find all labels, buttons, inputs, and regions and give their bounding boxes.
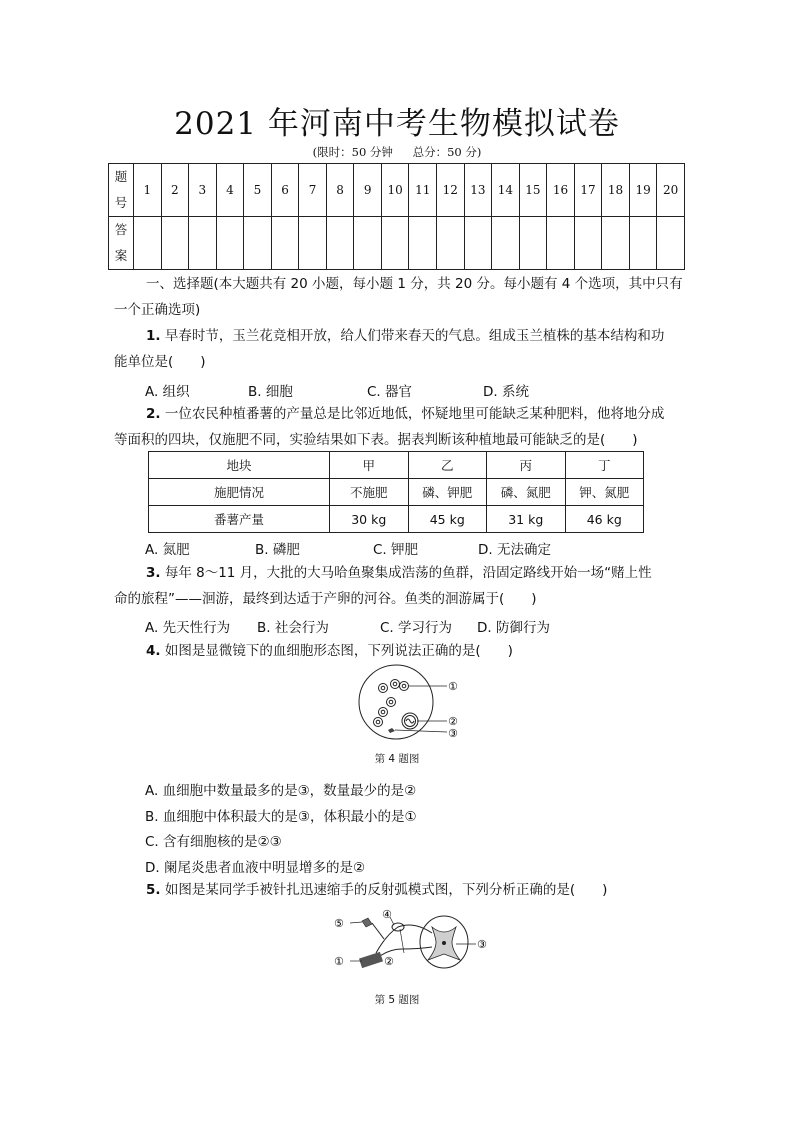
option-b[interactable]: B. 社会行为 [257, 620, 329, 636]
answer-cell[interactable] [437, 217, 465, 270]
label-1: ① [448, 680, 458, 693]
number-cell: 3 [189, 164, 217, 217]
table-cell: 番薯产量 [149, 506, 330, 533]
label-1: ① [334, 955, 344, 968]
answer-cell[interactable] [547, 217, 575, 270]
question-1-stem-line1: 早春时节，玉兰花竞相开放，给人们带来春天的气息。组成玉兰植株的基本结构和功 [164, 328, 665, 344]
option-a[interactable]: A. 组织 [145, 384, 190, 400]
label-2: ② [448, 715, 458, 728]
number-cell: 14 [492, 164, 520, 217]
figure-4-caption: 第 4 题图 [374, 753, 420, 765]
table-cell: 45 kg [408, 506, 487, 533]
question-2-stem-line2: 等面积的四块，仅施肥不同，实验结果如下表。据表判断该种植地最可能缺乏的是( ) [114, 432, 638, 448]
table-row [149, 506, 644, 533]
number-cell: 20 [657, 164, 685, 217]
number-cell: 9 [354, 164, 382, 217]
page-title: 2021 年河南中考生物模拟试卷 [174, 106, 620, 142]
exam-info [0, 144, 794, 160]
option-d[interactable]: D. 系统 [483, 384, 529, 400]
answer-cell[interactable] [271, 217, 299, 270]
table-header: 甲 [330, 452, 409, 479]
label-3: ③ [477, 938, 487, 951]
question-1-stem-line2: 能单位是( ) [114, 354, 206, 370]
option-b[interactable]: B. 细胞 [248, 384, 293, 400]
option-c[interactable]: C. 钾肥 [373, 542, 419, 558]
figure-5-caption: 第 5 题图 [374, 994, 420, 1006]
answer-cell[interactable] [492, 217, 520, 270]
option-a[interactable]: A. 先天性行为 [145, 620, 231, 636]
number-cell: 2 [161, 164, 189, 217]
answer-cell[interactable] [161, 217, 189, 270]
number-cell: 10 [381, 164, 409, 217]
q4-option-c[interactable]: C. 含有细胞核的是②③ [145, 834, 282, 850]
blood-cell-figure [355, 664, 465, 744]
section-intro-line2: 一个正确选项) [114, 302, 201, 318]
number-cell: 12 [437, 164, 465, 217]
table-header: 乙 [408, 452, 487, 479]
question-number: 1. [146, 328, 161, 344]
number-header: 题 号 [109, 164, 134, 217]
answer-cell[interactable] [574, 217, 602, 270]
answer-grid [108, 163, 685, 270]
question-number: 3. [146, 565, 161, 581]
table-cell: 磷、氮肥 [487, 479, 566, 506]
answer-cell[interactable] [244, 217, 272, 270]
answer-cell[interactable] [657, 217, 685, 270]
number-cell: 4 [216, 164, 244, 217]
question-3 [114, 564, 684, 608]
answer-cell[interactable] [629, 217, 657, 270]
answer-cell[interactable] [189, 217, 217, 270]
question-4 [118, 642, 684, 660]
option-c[interactable]: C. 器官 [367, 384, 413, 400]
number-cell: 18 [602, 164, 630, 217]
question-5 [118, 881, 684, 899]
answer-row [109, 217, 685, 270]
section-intro-line1: 一、选择题(本大题共有 20 小题，每小题 1 分，共 20 分。每小题有 4 个选项，其中只有 [146, 276, 683, 292]
number-cell: 13 [464, 164, 492, 217]
total-score: 总分：50 分) [412, 145, 482, 159]
question-2 [114, 405, 684, 449]
number-cell: 5 [244, 164, 272, 217]
option-d[interactable]: D. 无法确定 [478, 542, 551, 558]
label-5: ⑤ [334, 917, 344, 930]
table-cell: 不施肥 [330, 479, 409, 506]
question-2-stem-line1: 一位农民种植番薯的产量总是比邻近地低，怀疑地里可能缺乏某种肥料，他将地分成 [164, 406, 665, 422]
number-cell: 7 [299, 164, 327, 217]
question-4-stem: 如图是显微镜下的血细胞形态图，下列说法正确的是( ) [164, 643, 513, 659]
answer-cell[interactable] [519, 217, 547, 270]
table-cell: 46 kg [565, 506, 644, 533]
option-b[interactable]: B. 磷肥 [255, 542, 300, 558]
table-cell: 施肥情况 [149, 479, 330, 506]
number-cell: 16 [547, 164, 575, 217]
number-cell: 17 [574, 164, 602, 217]
answer-cell[interactable] [326, 217, 354, 270]
table-header: 丁 [565, 452, 644, 479]
number-row [109, 164, 685, 217]
table-header-row [149, 452, 644, 479]
question-3-stem-line1: 每年 8～11 月，大批的大马哈鱼聚集成浩荡的鱼群，沿固定路线开始一场“赌上性 [164, 565, 652, 581]
answer-header: 答 案 [109, 217, 134, 270]
q4-option-d[interactable]: D. 阑尾炎患者血液中明显增多的是② [145, 860, 366, 876]
number-cell: 15 [519, 164, 547, 217]
q4-option-a[interactable]: A. 血细胞中数量最多的是③，数量最少的是② [145, 783, 417, 799]
number-cell: 1 [134, 164, 162, 217]
q4-option-b[interactable]: B. 血细胞中体积最大的是③，体积最小的是① [145, 809, 417, 825]
answer-cell[interactable] [354, 217, 382, 270]
option-d[interactable]: D. 防御行为 [477, 620, 550, 636]
question-3-stem-line2: 命的旅程”——洄游，最终到达适于产卵的河谷。鱼类的洄游属于( ) [114, 591, 537, 607]
number-cell: 8 [326, 164, 354, 217]
question-number: 2. [146, 406, 161, 422]
answer-cell[interactable] [299, 217, 327, 270]
answer-cell[interactable] [381, 217, 409, 270]
label-2: ② [384, 955, 394, 968]
option-c[interactable]: C. 学习行为 [380, 620, 453, 636]
table-cell: 磷、钾肥 [408, 479, 487, 506]
number-cell: 6 [271, 164, 299, 217]
option-a[interactable]: A. 氮肥 [145, 542, 190, 558]
question-number: 4. [146, 643, 161, 659]
table-row [149, 479, 644, 506]
section-intro [114, 275, 684, 319]
answer-cell[interactable] [602, 217, 630, 270]
answer-cell[interactable] [409, 217, 437, 270]
reflex-arc-figure [332, 907, 492, 975]
question-1 [114, 327, 684, 371]
table-header: 丙 [487, 452, 566, 479]
answer-cell[interactable] [134, 217, 162, 270]
fertilizer-table [148, 451, 644, 533]
table-cell: 30 kg [330, 506, 409, 533]
answer-cell[interactable] [464, 217, 492, 270]
label-3: ③ [448, 727, 458, 740]
table-cell: 钾、氮肥 [565, 479, 644, 506]
question-number: 5. [146, 882, 161, 898]
table-header: 地块 [149, 452, 330, 479]
time-limit: (限时：50 分钟 [312, 145, 393, 159]
question-5-stem: 如图是某同学手被针扎迅速缩手的反射弧模式图，下列分析正确的是( ) [164, 882, 608, 898]
number-cell: 19 [629, 164, 657, 217]
number-cell: 11 [409, 164, 437, 217]
table-cell: 31 kg [487, 506, 566, 533]
label-4: ④ [382, 908, 392, 921]
answer-cell[interactable] [216, 217, 244, 270]
